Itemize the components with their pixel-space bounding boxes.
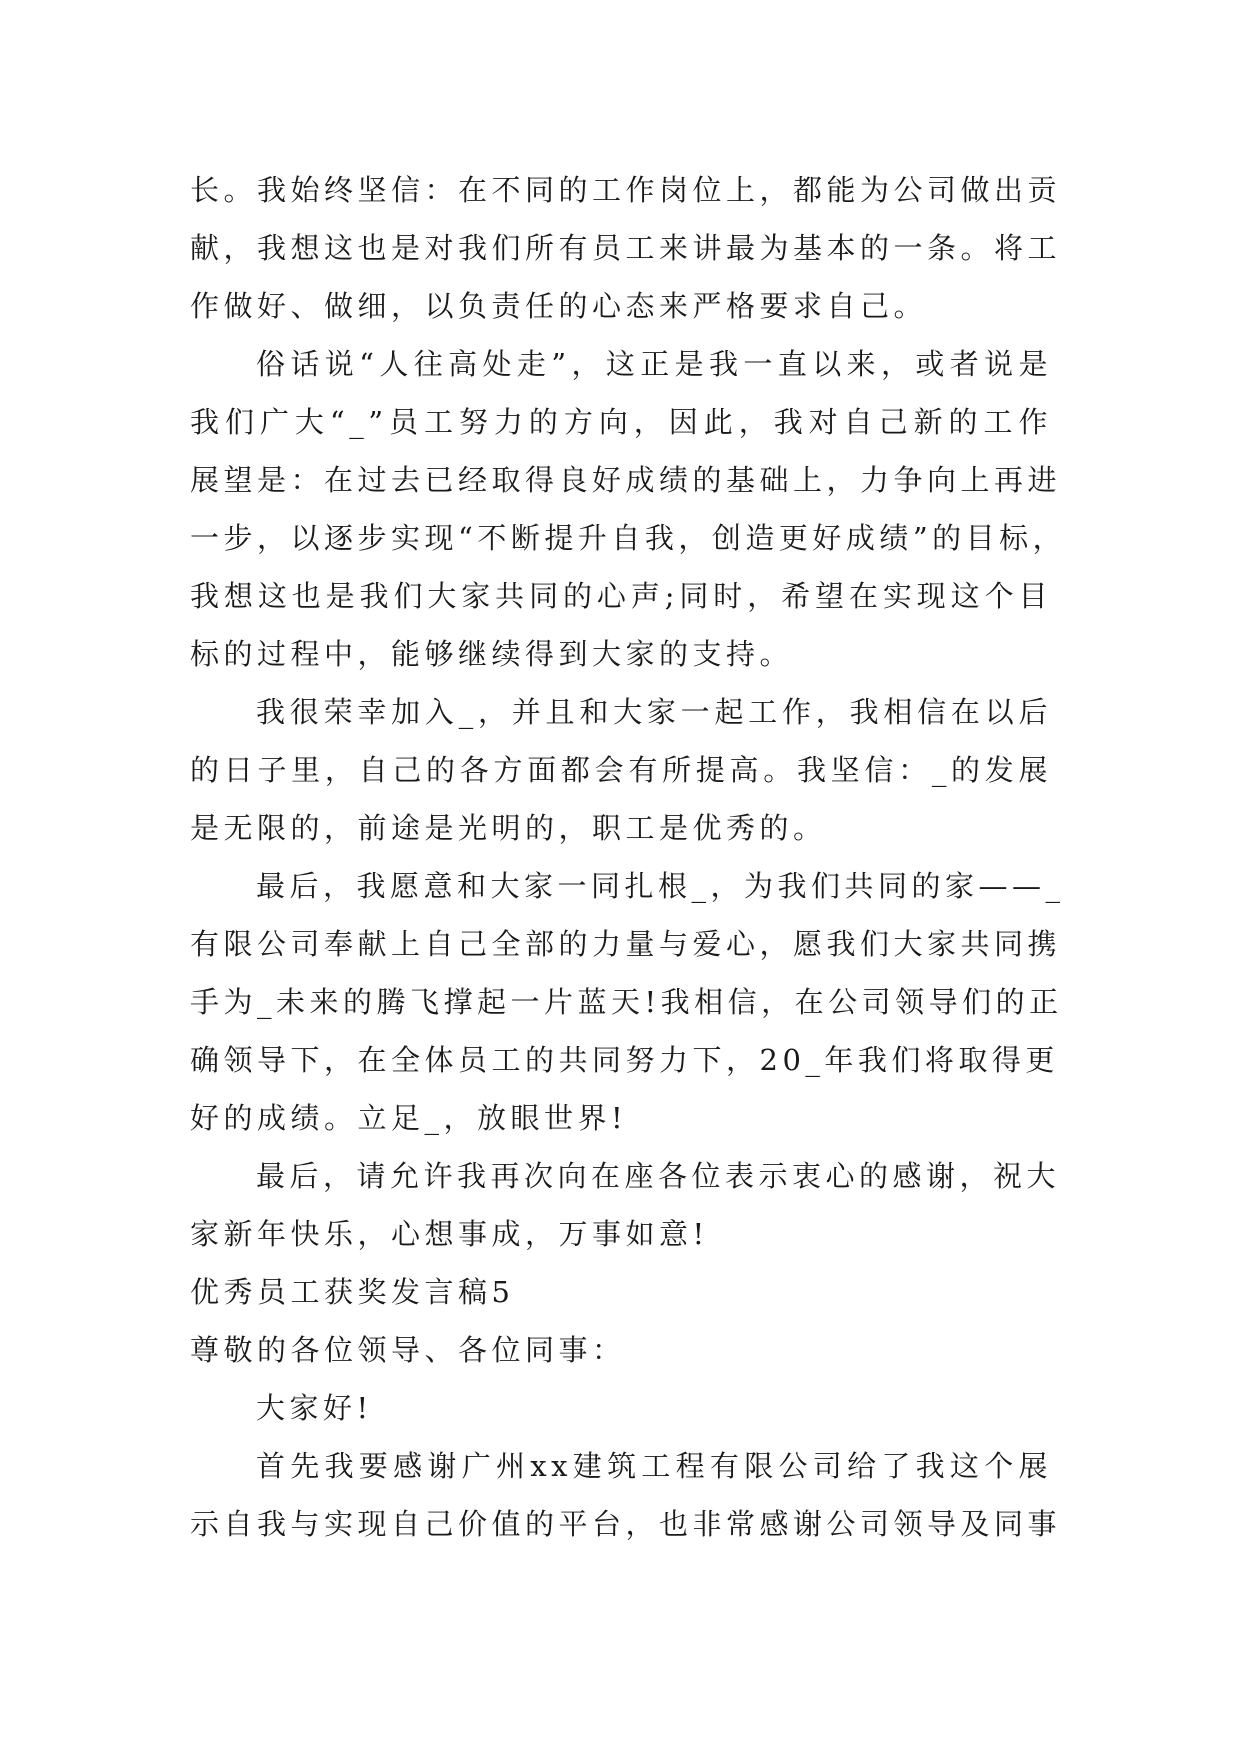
text-line: 家新年快乐，心想事成，万事如意! (190, 1217, 709, 1251)
section-heading: 优秀员工获奖发言稿5 (190, 1275, 515, 1309)
text-line: 我们广大“_”员工努力的方向，因此，我对自己新的工作 (190, 405, 1052, 439)
text-line: 是无限的，前途是光明的，职工是优秀的。 (190, 811, 827, 845)
text-line: 有限公司奉献上自己全部的力量与爱心，愿我们大家共同携 (190, 927, 1062, 961)
text-line: 作做好、做细，以负责任的心态来严格要求自己。 (190, 289, 928, 323)
text-line: 长。我始终坚信：在不同的工作岗位上，都能为公司做出贡 (190, 173, 1062, 207)
text-line: 首先我要感谢广州xx建筑工程有限公司给了我这个展 (256, 1449, 1052, 1483)
text-line: 手为_未来的腾飞撑起一片蓝天!我相信，在公司领导们的正 (190, 985, 1063, 1019)
text-line: 最后，请允许我再次向在座各位表示衷心的感谢，祝大 (256, 1159, 1061, 1193)
text-line: 确领导下，在全体员工的共同努力下，20_年我们将取得更 (190, 1043, 1059, 1077)
text-line: 标的过程中，能够继续得到大家的支持。 (190, 637, 794, 671)
text-line: 展望是：在过去已经取得良好成绩的基础上，力争向上再进 (190, 463, 1062, 497)
text-line: 我想这也是我们大家共同的心声;同时，希望在实现这个目 (190, 579, 1052, 613)
text-line: 好的成绩。立足_，放眼世界! (190, 1101, 628, 1135)
text-line: 最后，我愿意和大家一同扎根_，为我们共同的家——_ (256, 869, 1065, 903)
text-line: 一步，以逐步实现“不断提升自我，创造更好成绩”的目标， (190, 521, 1067, 555)
text-line: 的日子里，自己的各方面都会有所提高。我坚信：_的发展 (190, 753, 1052, 787)
text-line: 俗话说“人往高处走”，这正是我一直以来，或者说是 (256, 347, 1052, 381)
salutation: 尊敬的各位领导、各位同事： (190, 1333, 626, 1367)
document-body (190, 161, 1067, 1553)
greeting: 大家好! (256, 1391, 373, 1425)
text-line: 献，我想这也是对我们所有员工来讲最为基本的一条。将工 (190, 231, 1062, 265)
text-line: 我很荣幸加入_，并且和大家一起工作，我相信在以后 (256, 695, 1052, 729)
text-line: 示自我与实现自己价值的平台，也非常感谢公司领导及同事 (190, 1507, 1062, 1541)
